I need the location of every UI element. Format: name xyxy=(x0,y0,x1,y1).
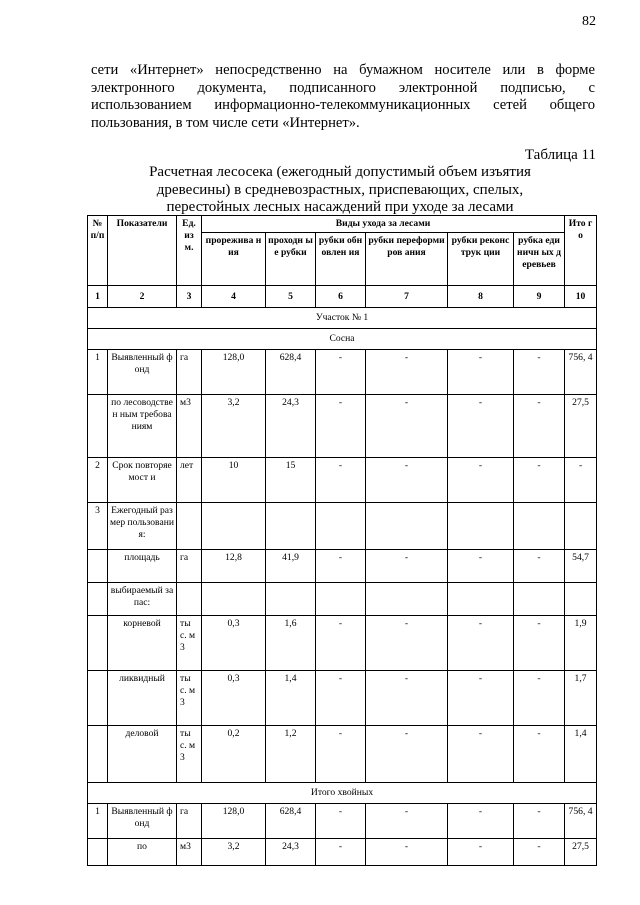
row-value: - xyxy=(366,458,448,503)
row-value xyxy=(565,583,597,616)
row-value: 1,9 xyxy=(565,616,597,671)
row-value xyxy=(316,503,366,550)
row-unit xyxy=(177,503,202,550)
row-value: 15 xyxy=(266,458,316,503)
row-value: - xyxy=(316,726,366,783)
row-value: 54,7 xyxy=(565,550,597,583)
row-value: - xyxy=(366,804,448,839)
header-single-tree-cut: рубка единичн ых деревьев xyxy=(514,233,565,286)
row-value: - xyxy=(316,395,366,458)
row-value: - xyxy=(316,804,366,839)
row-value: 628,4 xyxy=(266,350,316,395)
row-value: 0,3 xyxy=(202,671,266,726)
col-number: 1 xyxy=(88,286,108,308)
row-value xyxy=(366,583,448,616)
col-number: 3 xyxy=(177,286,202,308)
col-number: 10 xyxy=(565,286,597,308)
col-number: 9 xyxy=(514,286,565,308)
row-value: - xyxy=(366,671,448,726)
col-number: 5 xyxy=(266,286,316,308)
header-passage-cuts: проходн ые рубки xyxy=(266,233,316,286)
row-number xyxy=(88,726,108,783)
header-care-types: Виды ухода за лесами xyxy=(202,216,565,233)
table-row xyxy=(88,616,597,671)
row-value: 1,6 xyxy=(266,616,316,671)
table-row xyxy=(88,458,597,503)
row-unit: м3 xyxy=(177,839,202,866)
row-indicator: Выявленный фонд xyxy=(108,350,177,395)
row-value: - xyxy=(366,395,448,458)
row-value: - xyxy=(448,550,514,583)
row-value: - xyxy=(366,550,448,583)
header-unit: Ед. из м. xyxy=(177,216,202,286)
row-value: 1,4 xyxy=(565,726,597,783)
row-unit: ты с. м3 xyxy=(177,616,202,671)
row-value: 1,7 xyxy=(565,671,597,726)
row-value xyxy=(316,583,366,616)
row-value: - xyxy=(366,350,448,395)
row-value: - xyxy=(316,671,366,726)
row-number: 2 xyxy=(88,458,108,503)
row-value: - xyxy=(448,726,514,783)
page-number: 82 xyxy=(582,14,596,29)
row-value: 3,2 xyxy=(202,839,266,866)
row-value xyxy=(266,583,316,616)
row-unit: га xyxy=(177,350,202,395)
header-indicator: Показатели xyxy=(108,216,177,286)
row-value xyxy=(448,503,514,550)
row-value: - xyxy=(448,616,514,671)
row-value: - xyxy=(514,726,565,783)
row-value: - xyxy=(366,839,448,866)
row-value: - xyxy=(514,839,565,866)
row-unit: ты с. м3 xyxy=(177,726,202,783)
row-value: 0,2 xyxy=(202,726,266,783)
col-number: 2 xyxy=(108,286,177,308)
row-unit: га xyxy=(177,804,202,839)
row-value: - xyxy=(448,671,514,726)
row-value: 12,8 xyxy=(202,550,266,583)
row-value: - xyxy=(514,671,565,726)
section-title-row xyxy=(88,308,597,329)
col-number: 6 xyxy=(316,286,366,308)
col-number: 7 xyxy=(366,286,448,308)
header-reconstruction-cuts: рубки реконструк ции xyxy=(448,233,514,286)
header-total: Ито го xyxy=(565,216,597,286)
row-value: 628,4 xyxy=(266,804,316,839)
row-value xyxy=(448,583,514,616)
table-row xyxy=(88,350,597,395)
row-value: - xyxy=(316,616,366,671)
row-indicator: по лесоводствен ным требованиям xyxy=(108,395,177,458)
row-indicator: деловой xyxy=(108,726,177,783)
species-title-row xyxy=(88,329,597,350)
table-row xyxy=(88,839,597,866)
row-value xyxy=(266,503,316,550)
row-unit: га xyxy=(177,550,202,583)
table-row xyxy=(88,503,597,550)
row-indicator: Срок повторяемост и xyxy=(108,458,177,503)
row-value: - xyxy=(316,550,366,583)
row-value: 27,5 xyxy=(565,839,597,866)
species-title: Сосна xyxy=(88,329,597,350)
row-value: - xyxy=(366,726,448,783)
row-value xyxy=(565,503,597,550)
row-value: 756, 4 xyxy=(565,350,597,395)
row-value: - xyxy=(316,350,366,395)
row-value: 1,2 xyxy=(266,726,316,783)
row-value: 0,3 xyxy=(202,616,266,671)
table-row xyxy=(88,804,597,839)
row-value: 24,3 xyxy=(266,395,316,458)
header-renewal-cuts: рубки обновлен ия xyxy=(316,233,366,286)
header-num: № п/п xyxy=(88,216,108,286)
row-value: 1,4 xyxy=(266,671,316,726)
row-value: - xyxy=(316,839,366,866)
column-number-row xyxy=(88,286,597,308)
col-number: 4 xyxy=(202,286,266,308)
row-value: - xyxy=(514,550,565,583)
row-value: - xyxy=(448,395,514,458)
row-number: 1 xyxy=(88,804,108,839)
row-value: - xyxy=(514,395,565,458)
row-value: - xyxy=(565,458,597,503)
row-value: - xyxy=(514,616,565,671)
table-row xyxy=(88,671,597,726)
row-number xyxy=(88,839,108,866)
section-total-title: Итого хвойных xyxy=(88,783,597,804)
forest-cut-table xyxy=(87,215,597,866)
row-value xyxy=(366,503,448,550)
header-row-1 xyxy=(88,216,597,233)
row-indicator: ликвидный xyxy=(108,671,177,726)
table-row xyxy=(88,726,597,783)
row-value xyxy=(514,583,565,616)
row-value: - xyxy=(366,616,448,671)
row-indicator: выбираемый запас: xyxy=(108,583,177,616)
section-total-title-row xyxy=(88,783,597,804)
row-value: 3,2 xyxy=(202,395,266,458)
row-indicator: корневой xyxy=(108,616,177,671)
row-number: 1 xyxy=(88,350,108,395)
row-indicator: по xyxy=(108,839,177,866)
body-paragraph: сети «Интернет» непосредственно на бумажном носителе или в форме электронного документа, подписанного электронной подписью, с использованием информационно-телекоммуникационных сетей общего пользования, в том числе сети «Интернет». xyxy=(91,62,595,131)
row-indicator: Выявленный фонд xyxy=(108,804,177,839)
row-value: 41,9 xyxy=(266,550,316,583)
row-number xyxy=(88,550,108,583)
row-value: - xyxy=(514,350,565,395)
row-unit: лет xyxy=(177,458,202,503)
row-value: 24,3 xyxy=(266,839,316,866)
row-value: 756, 4 xyxy=(565,804,597,839)
row-indicator: Ежегодный размер пользования: xyxy=(108,503,177,550)
table-row xyxy=(88,395,597,458)
row-unit xyxy=(177,583,202,616)
header-thinning: прорежива ния xyxy=(202,233,266,286)
row-number xyxy=(88,395,108,458)
row-value: - xyxy=(448,458,514,503)
row-value: 128,0 xyxy=(202,804,266,839)
row-value: - xyxy=(448,839,514,866)
table-title: Расчетная лесосека (ежегодный допустимый объем изъятия древесины) в средневозрастных, приспевающих, спелых, перестойных лесных насаждений при уходе за лесами xyxy=(149,164,531,215)
row-value: - xyxy=(514,804,565,839)
row-number: 3 xyxy=(88,503,108,550)
row-number xyxy=(88,583,108,616)
row-number xyxy=(88,671,108,726)
row-value xyxy=(202,503,266,550)
row-unit: м3 xyxy=(177,395,202,458)
row-value: 10 xyxy=(202,458,266,503)
table-row xyxy=(88,583,597,616)
row-value xyxy=(202,583,266,616)
row-unit: ты с. м3 xyxy=(177,671,202,726)
table-label: Таблица 11 xyxy=(524,147,596,163)
row-value: - xyxy=(316,458,366,503)
row-value: - xyxy=(514,458,565,503)
row-value: 27,5 xyxy=(565,395,597,458)
header-reformation-cuts: рубки переформиров ания xyxy=(366,233,448,286)
row-indicator: площадь xyxy=(108,550,177,583)
row-value: 128,0 xyxy=(202,350,266,395)
row-value xyxy=(514,503,565,550)
row-number xyxy=(88,616,108,671)
table-row xyxy=(88,550,597,583)
section-title: Участок № 1 xyxy=(88,308,597,329)
col-number: 8 xyxy=(448,286,514,308)
row-value: - xyxy=(448,804,514,839)
row-value: - xyxy=(448,350,514,395)
